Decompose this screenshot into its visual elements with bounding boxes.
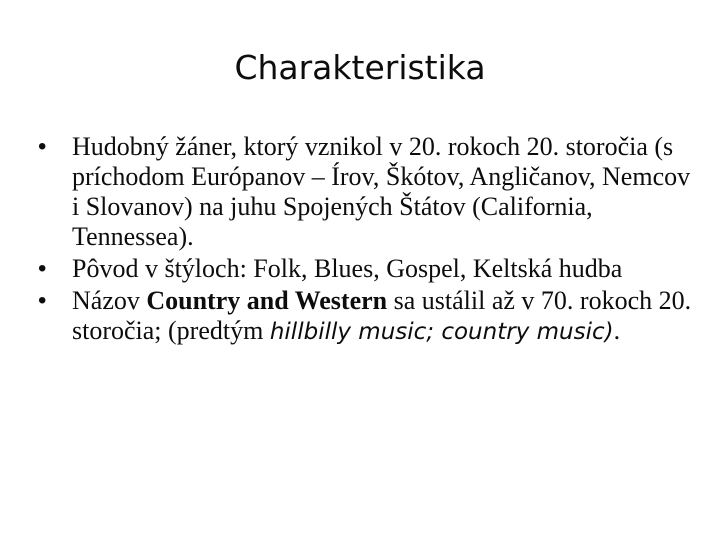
bullet-text-suffix: . (613, 316, 621, 345)
bullet-item-origin (38, 254, 700, 284)
bullet-text: Hudobný žáner, ktorý vznikol v 20. rokoch 20. storočia (s príchodom Európanov – Írov, Škótov, Angličanov, Nemcov i Slovanov) na juhu Spojených Štátov (California, Tennessea). (72, 132, 691, 251)
bullet-text-bold: Country and Western (146, 286, 388, 315)
bullet-list (38, 132, 700, 349)
bullet-item-genre (38, 132, 700, 252)
bullet-item-name (38, 286, 700, 347)
bullet-text-middle: sa ustálil až v 70. rokoch 20. storočia; (predtým (72, 286, 692, 345)
slide-title: Charakteristika (234, 48, 486, 87)
bullet-dot-icon: • (38, 255, 47, 282)
bullet-text: Pôvod v štýloch: Folk, Blues, Gospel, Keltská hudba (72, 254, 623, 283)
bullet-text-italic: hillbilly music; country music) (269, 319, 614, 345)
bullet-dot-icon: • (38, 133, 47, 160)
bullet-dot-icon: • (38, 287, 47, 314)
bullet-text-prefix: Názov (72, 286, 147, 315)
